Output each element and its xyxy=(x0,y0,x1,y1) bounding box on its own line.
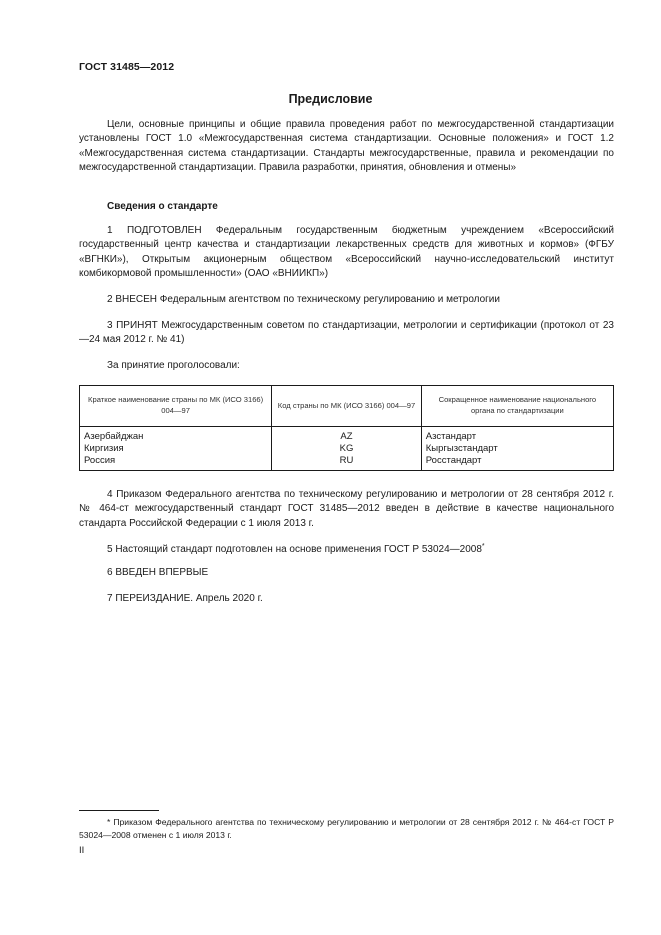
cell-country: Азербайджан xyxy=(80,427,272,444)
cell-country: Россия xyxy=(80,455,272,471)
cell-code: RU xyxy=(272,455,422,471)
item-2-text: 2 ВНЕСЕН Федеральным агентством по техническому регулированию и метрологии xyxy=(107,294,500,305)
table-header-row xyxy=(80,386,614,427)
item-3-paragraph xyxy=(79,319,614,348)
item-1-paragraph xyxy=(79,224,614,281)
item-7-text: 7 ПЕРЕИЗДАНИЕ. Апрель 2020 г. xyxy=(107,593,263,604)
intro-paragraph xyxy=(79,118,614,175)
document-header: ГОСТ 31485—2012 xyxy=(79,61,175,73)
vote-text: За принятие проголосовали: xyxy=(107,360,240,371)
section-title-text: Сведения о стандарте xyxy=(107,201,218,212)
page-number: II xyxy=(79,845,85,856)
page-title: Предисловие xyxy=(288,92,373,106)
item-6-paragraph xyxy=(79,566,614,580)
cell-code: KG xyxy=(272,443,422,455)
voting-table xyxy=(79,385,614,471)
item-6-text: 6 ВВЕДЕН ВПЕРВЫЕ xyxy=(107,567,209,578)
footnote-text: * Приказом Федерального агентства по техническому регулированию и метрологии от 28 сентября 2012 г. № 464-ст ГОСТ Р 53024—2008 отменен с 1 июля 2013 г. xyxy=(79,817,614,840)
cell-country: Киргизия xyxy=(80,443,272,455)
cell-body: Кыргызстандарт xyxy=(421,443,613,455)
item-5-text: 5 Настоящий стандарт подготовлен на основе применения ГОСТ Р 53024—2008 xyxy=(107,544,482,555)
table-row xyxy=(80,443,614,455)
vote-paragraph xyxy=(79,359,614,373)
footnote xyxy=(79,816,614,841)
table-row xyxy=(80,427,614,444)
item-7-paragraph xyxy=(79,592,614,606)
cell-body: Росстандарт xyxy=(421,455,613,471)
footnote-divider xyxy=(79,810,159,811)
item-4-text: 4 Приказом Федерального агентства по техническому регулированию и метрологии от 28 сентября 2012 г. № 464-ст межгосударственный стандарт ГОСТ 31485—2012 введен в действие в качестве национального стандарта Российской Федерации с 1 июля 2013 г. xyxy=(79,489,614,529)
item-1-text: 1 ПОДГОТОВЛЕН Федеральным государственным бюджетным учреждением «Всероссийский государственный центр качества и стандартизации лекарственных средств для животных и кормов» (ФГБУ «ВГНКИ»), Открытым акционерным обществом «Всероссийский научно-исследовательский институт комбикормовой промышленности» (ОАО «ВНИИКП») xyxy=(79,225,614,279)
item-4-paragraph xyxy=(79,488,614,531)
section-title xyxy=(79,200,614,214)
footnote-mark: * xyxy=(481,543,485,550)
item-2-paragraph xyxy=(79,293,614,307)
intro-text: Цели, основные принципы и общие правила проведения работ по межгосударственной стандартизации установлены ГОСТ 1.0 «Межгосударственная система стандартизации. Основные положения» и ГОСТ 1.2 «Межгосударственная система стандартизации. Стандарты межгосударственные, правила и рекомендации по межгосударственной стандартизации. Правила разработки, принятия, обновления и отмены» xyxy=(79,119,614,173)
cell-body: Азстандарт xyxy=(421,427,613,444)
header-body: Сокращенное наименование национального органа по стандартизации xyxy=(421,386,613,427)
header-country: Краткое наименование страны по МК (ИСО 3166) 004—97 xyxy=(80,386,272,427)
item-3-text: 3 ПРИНЯТ Межгосударственным советом по стандартизации, метрологии и сертификации (протокол от 23—24 мая 2012 г. № 41) xyxy=(79,320,614,346)
cell-code: AZ xyxy=(272,427,422,444)
table-row xyxy=(80,455,614,471)
header-code: Код страны по МК (ИСО 3166) 004—97 xyxy=(272,386,422,427)
item-5-paragraph xyxy=(79,540,614,557)
